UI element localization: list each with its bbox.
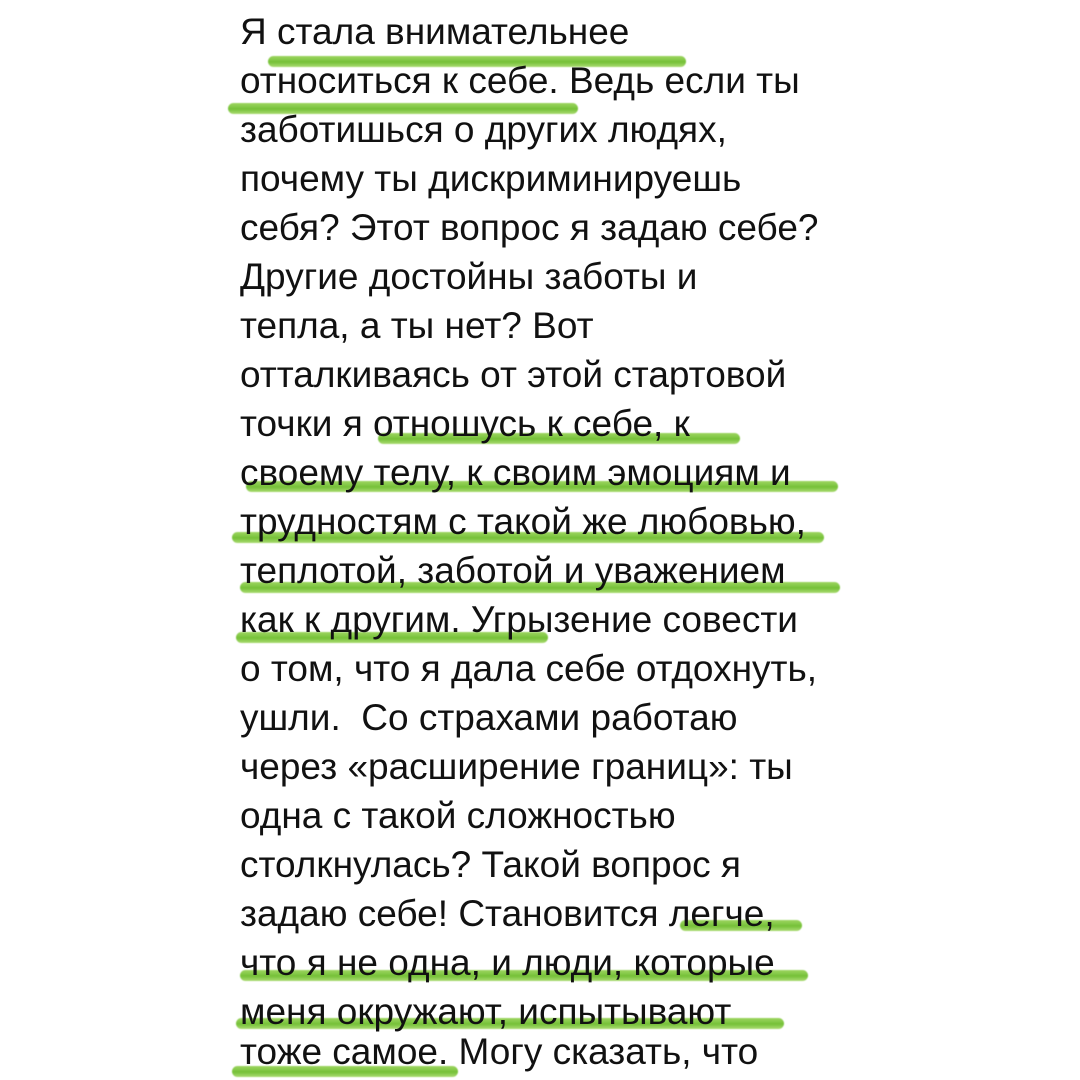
text-line: теплотой, заботой и уважением	[240, 550, 786, 591]
text-line: отталкиваясь от этой стартовой	[240, 354, 787, 395]
text-line: почему ты дискриминируешь	[240, 158, 742, 199]
text-line: одна с такой сложностью	[240, 795, 676, 836]
text-line: задаю себе! Становится легче,	[240, 893, 775, 934]
text-line: трудностям с такой же любовью,	[240, 501, 806, 542]
text-line: тоже самое. Могу сказать, что	[240, 1031, 759, 1072]
text-line: заботишься о других людях,	[240, 109, 727, 150]
text-line: о том, что я дала себе отдохнуть,	[240, 648, 818, 689]
text-line: себя? Этот вопрос я задаю себе?	[240, 207, 819, 248]
text-line: меня окружают, испытывают	[240, 991, 732, 1032]
text-line: Другие достойны заботы и	[240, 256, 698, 297]
text-line: что я не одна, и люди, которые	[240, 942, 775, 983]
text-line: точки я отношусь к себе, к	[240, 403, 690, 444]
text-line: своему телу, к своим эмоциям и	[240, 452, 791, 493]
text-line: тепла, а ты нет? Вот	[240, 305, 594, 346]
text-line: через «расширение границ»: ты	[240, 746, 793, 787]
text-line: столкнулась? Такой вопрос я	[240, 844, 741, 885]
text-line: Я стала внимательнее	[240, 11, 630, 52]
text-line: как к другим. Угрызение совести	[240, 599, 798, 640]
text-line: ушли. Со страхами работаю	[240, 697, 738, 738]
text-line: относиться к себе. Ведь если ты	[240, 60, 800, 101]
